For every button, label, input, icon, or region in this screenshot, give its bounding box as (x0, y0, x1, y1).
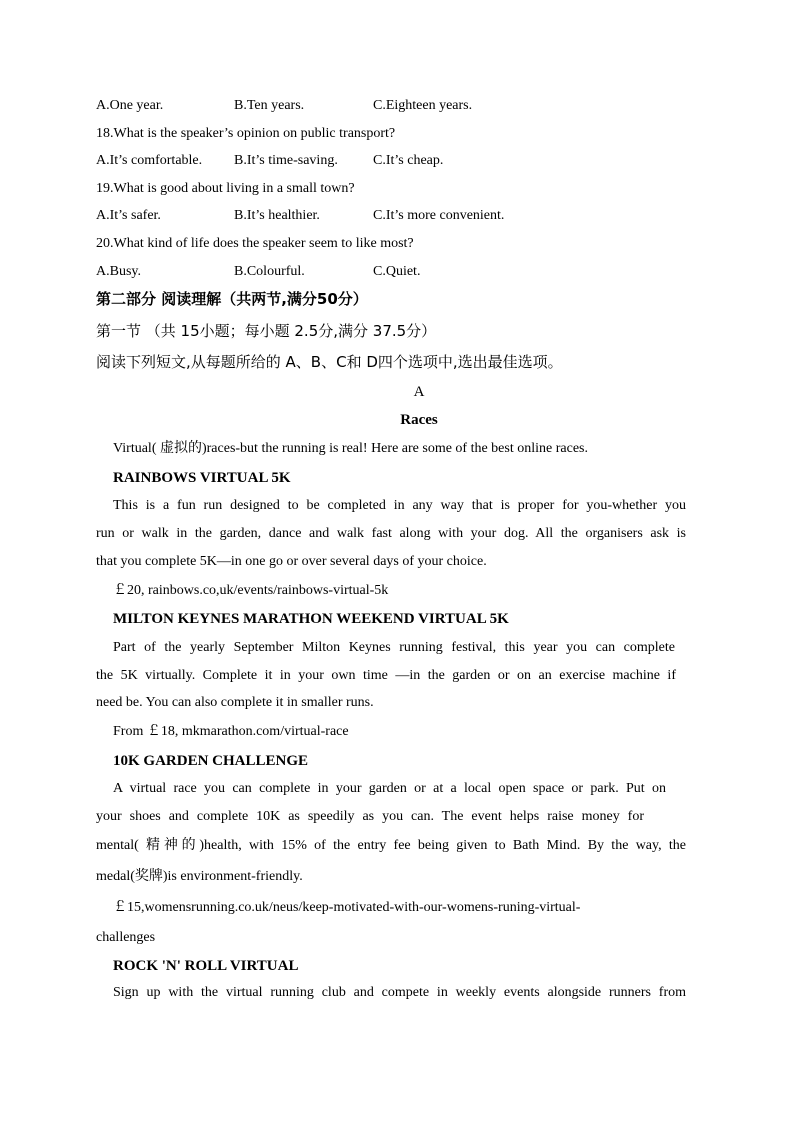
item-heading-rainbows: RAINBOWS VIRTUAL 5K (113, 470, 291, 486)
q20-question: 20.What kind of life does the speaker seem to like most? (96, 236, 414, 251)
q20-option-a: A.Busy. (96, 264, 141, 279)
item-heading-10k-garden: 10K GARDEN CHALLENGE (113, 753, 309, 769)
q17-option-b: B.Ten years. (234, 98, 305, 113)
q19-options (0, 207, 794, 225)
paragraph-line: A virtual race you can complete in your garden or at a local open space or park. Put on (113, 781, 666, 796)
item-price-10k-garden-cont: challenges (96, 930, 156, 945)
part2-title: 第二部分 阅读理解（共两节,满分50分） (96, 290, 368, 308)
passage-intro: Virtual( 虚拟的)races-but the running is real! Here are some of the best online races. (113, 441, 588, 456)
q20-options (0, 263, 794, 281)
q17-option-c: C.Eighteen years. (373, 98, 473, 113)
q18-options (0, 152, 794, 170)
q20-option-b: B.Colourful. (234, 264, 305, 279)
q19-question: 19.What is good about living in a small town? (96, 181, 355, 196)
item-heading-milton-keynes: MILTON KEYNES MARATHON WEEKEND VIRTUAL 5K (113, 611, 509, 627)
paragraph-line: the 5K virtually. Complete it in your own time —in the garden or on an exercise machine if (96, 668, 676, 683)
q18-option-c: C.It’s cheap. (373, 153, 444, 168)
paragraph-line: This is a fun run designed to be completed in any way that is proper for you-whether you (113, 498, 686, 513)
paragraph-line: Sign up with the virtual running club and compete in weekly events alongside runners from (113, 985, 686, 1000)
paragraph-line: that you complete 5K—in one go or over several days of your choice. (96, 554, 487, 569)
q18-option-a: A.It’s comfortable. (96, 153, 203, 168)
item-price-milton-keynes: From ￡18, mkmarathon.com/virtual-race (113, 724, 349, 739)
q17-options (0, 97, 794, 115)
paragraph-line: medal(奖牌)is environment-friendly. (96, 869, 303, 884)
paragraph-line: Part of the yearly September Milton Keynes running festival, this year you can complete (113, 640, 675, 655)
item-price-10k-garden: ￡15,womensrunning.co.uk/neus/keep-motivated-with-our-womens-runing-virtual- (113, 900, 581, 915)
q20-option-c: C.Quiet. (373, 264, 421, 279)
item-price-rainbows: ￡20, rainbows.co,uk/events/rainbows-virtual-5k (113, 583, 389, 598)
section1-instruction: 阅读下列短文,从每题所给的 A、B、C和 D四个选项中,选出最佳选项。 (96, 353, 563, 371)
section1-title: 第一节 （共 15小题；每小题 2.5分,满分 37.5分） (96, 322, 437, 340)
q18-question: 18.What is the speaker’s opinion on public transport? (96, 126, 396, 141)
q19-option-b: B.It’s healthier. (234, 208, 320, 223)
q19-option-c: C.It’s more convenient. (373, 208, 505, 223)
paragraph-line: need be. You can also complete it in smaller runs. (96, 695, 374, 710)
paragraph-line: run or walk in the garden, dance and walk fast along with your dog. All the organisers ask is (96, 526, 686, 541)
passage-letter: A (413, 384, 425, 400)
q17-option-a: A.One year. (96, 98, 164, 113)
q18-option-b: B.It’s time-saving. (234, 153, 338, 168)
paragraph-line: your shoes and complete 10K as speedily as you can. The event helps raise money for (96, 809, 644, 824)
item-heading-rock-n-roll: ROCK 'N' ROLL VIRTUAL (113, 958, 299, 974)
paragraph-line: mental( 精神的)health, with 15% of the entry fee being given to Bath Mind. By the way, the (96, 838, 686, 853)
passage-title: Races (400, 412, 438, 428)
q19-option-a: A.It’s safer. (96, 208, 161, 223)
